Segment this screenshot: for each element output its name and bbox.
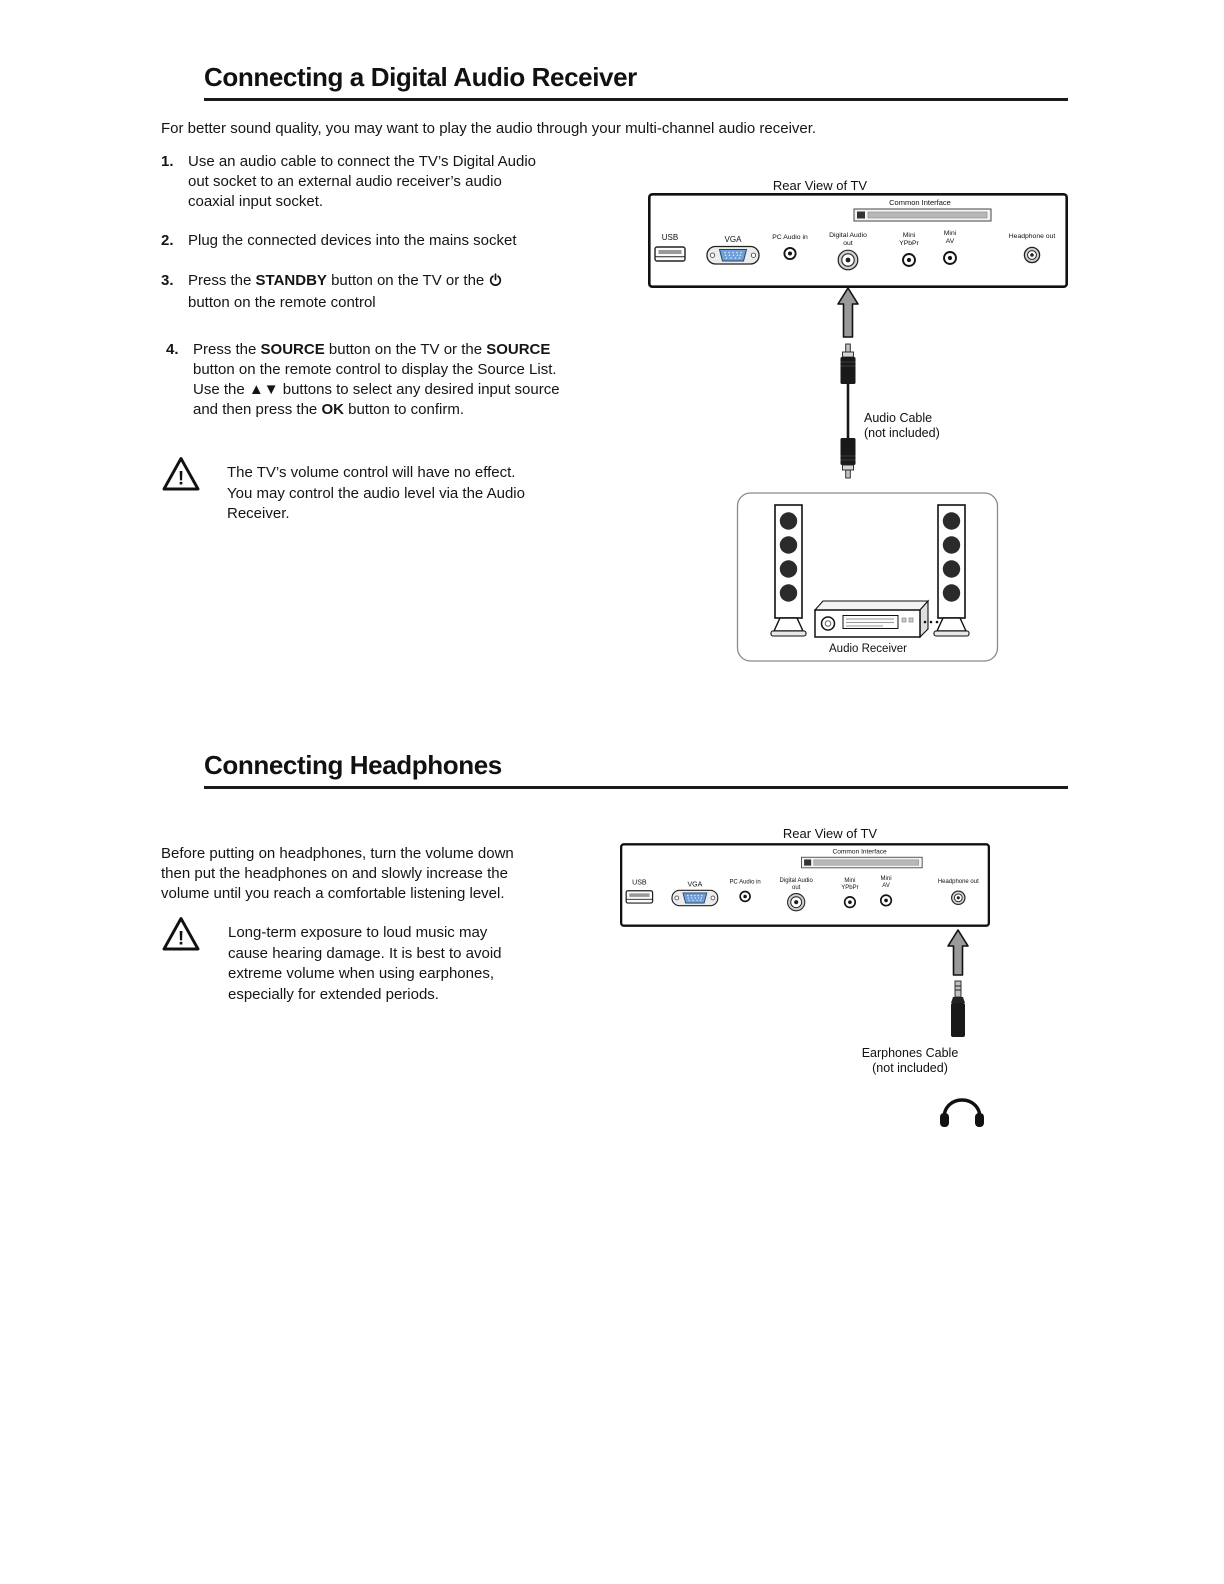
- vga-port: [707, 247, 759, 265]
- digital-audio-out-label: Digital Audio: [829, 232, 867, 239]
- digital-audio-out-port: [788, 894, 805, 911]
- up-arrow-icon: [948, 930, 968, 975]
- section1-title: Connecting a Digital Audio Receiver: [204, 62, 637, 92]
- pc-audio-in-port: [740, 892, 750, 902]
- mini-av-label: Mini: [880, 876, 892, 883]
- rear-view-label-2: Rear View of TV: [782, 826, 878, 841]
- mini-av-port: [944, 252, 956, 264]
- receiver-unit: [815, 601, 928, 637]
- mini-av-label: AV: [945, 238, 955, 245]
- rear-panel-svg: [648, 193, 1068, 288]
- panel-outline: [621, 844, 989, 925]
- section2-warning-text: Long-term exposure to loud music may cause hearing damage. It is best to avoid extreme volume when using earphones, especially for extended periods.: [228, 924, 502, 1003]
- step-number: 1.: [161, 153, 174, 170]
- section2-title-rule: [204, 786, 1068, 789]
- step-2: [161, 231, 581, 251]
- headphone-out-port: [952, 891, 965, 904]
- mini-av-port: [881, 895, 892, 906]
- usb-label: USB: [632, 879, 647, 887]
- earphones-cable-label: Earphones Cable (not included): [861, 1046, 959, 1075]
- common-interface-slot: [854, 209, 991, 221]
- warning-mark: !: [177, 468, 185, 490]
- vga-label: VGA: [724, 235, 742, 244]
- vga-port: [672, 890, 718, 905]
- headphone-out-label: Headphone out: [1008, 233, 1056, 240]
- mini-ypbpr-label: YPbPr: [841, 884, 859, 891]
- pc-audio-in-label: PC Audio in: [729, 879, 761, 886]
- digital-audio-out-label: out: [843, 240, 853, 247]
- digital-audio-out-label: Digital Audio: [779, 877, 813, 884]
- right-speaker: [934, 505, 969, 636]
- audio-cable-diagram: [831, 287, 865, 489]
- rear-panel-2: [620, 843, 990, 927]
- mini-ypbpr-label: YPbPr: [899, 240, 919, 247]
- rear-view-label-1: Rear View of TV: [772, 178, 868, 193]
- headphone-out-port: [1024, 247, 1039, 262]
- rear-panel-1: [648, 193, 1068, 288]
- digital-audio-out-label: out: [792, 884, 801, 891]
- usb-label: USB: [661, 233, 679, 242]
- up-arrow-icon: [838, 288, 858, 337]
- usb-port: [626, 891, 652, 903]
- common-interface-slot: [801, 857, 922, 868]
- rca-plug-bottom: [841, 438, 856, 478]
- mini-ypbpr-port: [903, 254, 915, 266]
- mini-av-label: AV: [882, 883, 890, 890]
- left-speaker: [771, 505, 806, 636]
- step-number: 3.: [161, 272, 174, 289]
- warning-icon: [161, 455, 201, 493]
- common-interface-label: Common Interface: [889, 198, 951, 207]
- section1-title-rule: [204, 98, 1068, 101]
- digital-audio-out-port: [838, 250, 858, 270]
- mini-ypbpr-label: Mini: [844, 877, 856, 884]
- step-text: Use an audio cable to connect the TV’s Digital Audio out socket to an external audio receiver’s audio coaxial input socket.: [188, 153, 537, 210]
- power-button-icon: [489, 273, 502, 293]
- step-4: [166, 340, 576, 420]
- pc-audio-in-port: [784, 248, 795, 259]
- section2-title: Connecting Headphones: [204, 750, 502, 780]
- step-number: 4.: [166, 341, 179, 358]
- step-1: [161, 152, 561, 212]
- panel-outline: [649, 194, 1066, 286]
- mini-ypbpr-label: Mini: [902, 232, 916, 239]
- warning-icon: [161, 915, 201, 953]
- section1-warning-text: The TV’s volume control will have no effect. You may control the audio level via the Audio Receiver.: [227, 464, 525, 522]
- step-text: Plug the connected devices into the mains socket: [188, 232, 517, 249]
- warning-mark: !: [177, 928, 185, 950]
- pc-audio-in-label: PC Audio in: [772, 234, 808, 241]
- headphone-out-label: Headphone out: [937, 878, 979, 885]
- rca-plug-top: [841, 344, 856, 384]
- common-interface-label: Common Interface: [832, 848, 887, 856]
- earphones-cable-diagram: [941, 929, 975, 1041]
- headphones-icon: [939, 1086, 985, 1128]
- mini-av-label: Mini: [943, 230, 957, 237]
- rear-panel-svg: [620, 843, 990, 927]
- audio-receiver-label: Audio Receiver: [829, 643, 907, 655]
- jack-plug: [951, 981, 965, 1037]
- usb-port: [655, 247, 685, 261]
- section2-intro: Before putting on headphones, turn the volume down then put the headphones on and slowly increase the volume until you reach a comfortable listening level.: [161, 845, 514, 902]
- audio-receiver-diagram: [735, 488, 1000, 666]
- step-number: 2.: [161, 232, 174, 249]
- section1-intro: For better sound quality, you may want to play the audio through your multi-channel audio receiver.: [161, 120, 817, 137]
- audio-cable-label: Audio Cable (not included): [864, 411, 940, 440]
- mini-ypbpr-port: [845, 897, 856, 908]
- step-text: Press the STANDBY button on the TV or the button on the remote control: [188, 271, 533, 313]
- vga-label: VGA: [687, 881, 703, 889]
- step-text: Press the SOURCE button on the TV or the SOURCE button on the remote control to display the Source List. Use the ▲▼ buttons to select any desired input source and then press the OK button to confirm.: [193, 341, 560, 418]
- step-3: [161, 271, 561, 313]
- receiver-knob: [822, 617, 835, 630]
